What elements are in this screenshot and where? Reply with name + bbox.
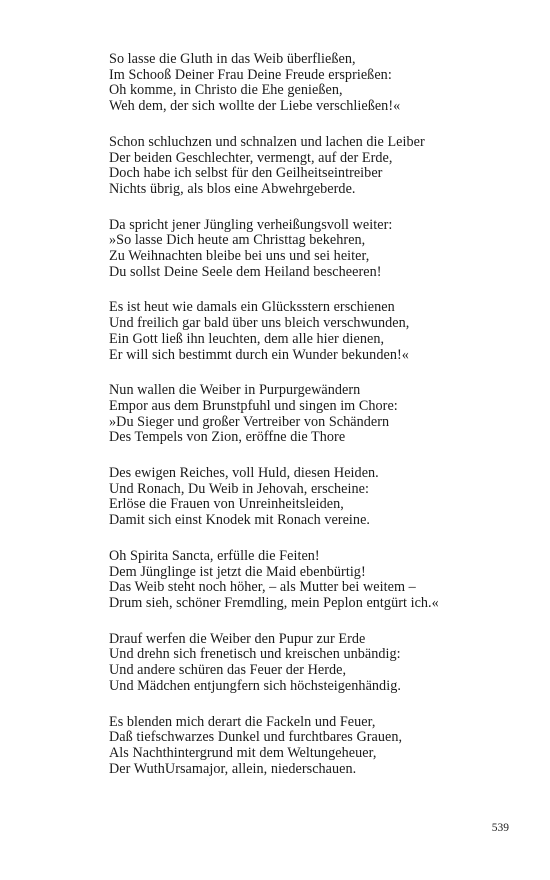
verse-line: Dem Jünglinge ist jetzt die Maid ebenbürtig! <box>109 563 366 580</box>
verse-line: Des Tempels von Zion, eröffne die Thore <box>109 429 346 446</box>
verse-line: Schon schluchzen und schnalzen und lachen die Leiber <box>109 133 425 150</box>
verse-line: Daß tiefschwarzes Dunkel und furchtbares Grauen, <box>109 729 403 746</box>
poem-body <box>109 52 529 797</box>
verse-line: Drum sieh, schöner Fremdling, mein Peplon entgürt ich.« <box>109 594 439 611</box>
verse-line: Und andere schüren das Feuer der Herde, <box>109 662 347 679</box>
verse-line: Im Schooß Deiner Frau Deine Freude ersprießen: <box>109 66 392 83</box>
verse-line: Das Weib steht noch höher, – als Mutter bei weitem – <box>109 579 416 596</box>
verse-line: Drauf werfen die Weiber den Pupur zur Erde <box>109 630 366 647</box>
verse-line: Weh dem, der sich wollte der Liebe verschließen!« <box>109 98 401 115</box>
verse-line: Der beiden Geschlechter, vermengt, auf der Erde, <box>109 149 393 166</box>
verse-line: Der WuthUrsamajor, allein, niederschauen. <box>109 760 357 777</box>
verse-line: Es ist heut wie damals ein Glücksstern erschienen <box>109 299 395 316</box>
stanza <box>109 549 529 612</box>
verse-line: Es blenden mich derart die Fackeln und Feuer, <box>109 713 376 730</box>
verse-line: »So lasse Dich heute am Christtag bekehren, <box>109 232 366 249</box>
verse-line: Nun wallen die Weiber in Purpurgewändern <box>109 382 361 399</box>
verse-line: Damit sich einst Knodek mit Ronach vereine. <box>109 512 371 529</box>
stanza <box>109 300 529 363</box>
verse-line: Er will sich bestimmt durch ein Wunder bekunden!« <box>109 346 409 363</box>
stanza <box>109 466 529 529</box>
verse-line: Und Mädchen entjungfern sich höchsteigenhändig. <box>109 677 401 694</box>
verse-line: Empor aus dem Brunstpfuhl und singen im Chore: <box>109 397 398 414</box>
stanza <box>109 383 529 446</box>
verse-line: Erlöse die Frauen von Unreinheitsleiden, <box>109 496 344 513</box>
verse-line: Und freilich gar bald über uns bleich verschwunden, <box>109 315 410 332</box>
verse-line: Oh komme, in Christo die Ehe genießen, <box>109 82 343 99</box>
verse-line: Als Nachthintergrund mit dem Weltungeheuer, <box>109 744 377 761</box>
verse-line: Zu Weihnachten bleibe bei uns und sei heiter, <box>109 248 370 265</box>
stanza <box>109 218 529 281</box>
verse-line: Da spricht jener Jüngling verheißungsvoll weiter: <box>109 216 393 233</box>
stanza <box>109 715 529 778</box>
verse-line: Des ewigen Reiches, voll Huld, diesen Heiden. <box>109 465 379 482</box>
page-number: 539 <box>491 822 509 834</box>
verse-line: Ein Gott ließ ihn leuchten, dem alle hier dienen, <box>109 330 385 347</box>
verse-line: Oh Spirita Sancta, erfülle die Feiten! <box>109 547 320 564</box>
verse-line: Du sollst Deine Seele dem Heiland bescheeren! <box>109 263 382 280</box>
verse-line: So lasse die Gluth in das Weib überfließen, <box>109 51 356 67</box>
verse-line: Und Ronach, Du Weib in Jehovah, erscheine: <box>109 480 369 497</box>
stanza <box>109 135 529 198</box>
verse-line: Nichts übrig, als blos eine Abwehrgeberde. <box>109 180 356 197</box>
verse-line: Und drehn sich frenetisch und kreischen unbändig: <box>109 646 401 663</box>
verse-line: Doch habe ich selbst für den Geilheitseintreiber <box>109 165 383 182</box>
verse-line: »Du Sieger und großer Vertreiber von Schändern <box>109 413 390 430</box>
stanza <box>109 632 529 695</box>
stanza <box>109 52 529 115</box>
